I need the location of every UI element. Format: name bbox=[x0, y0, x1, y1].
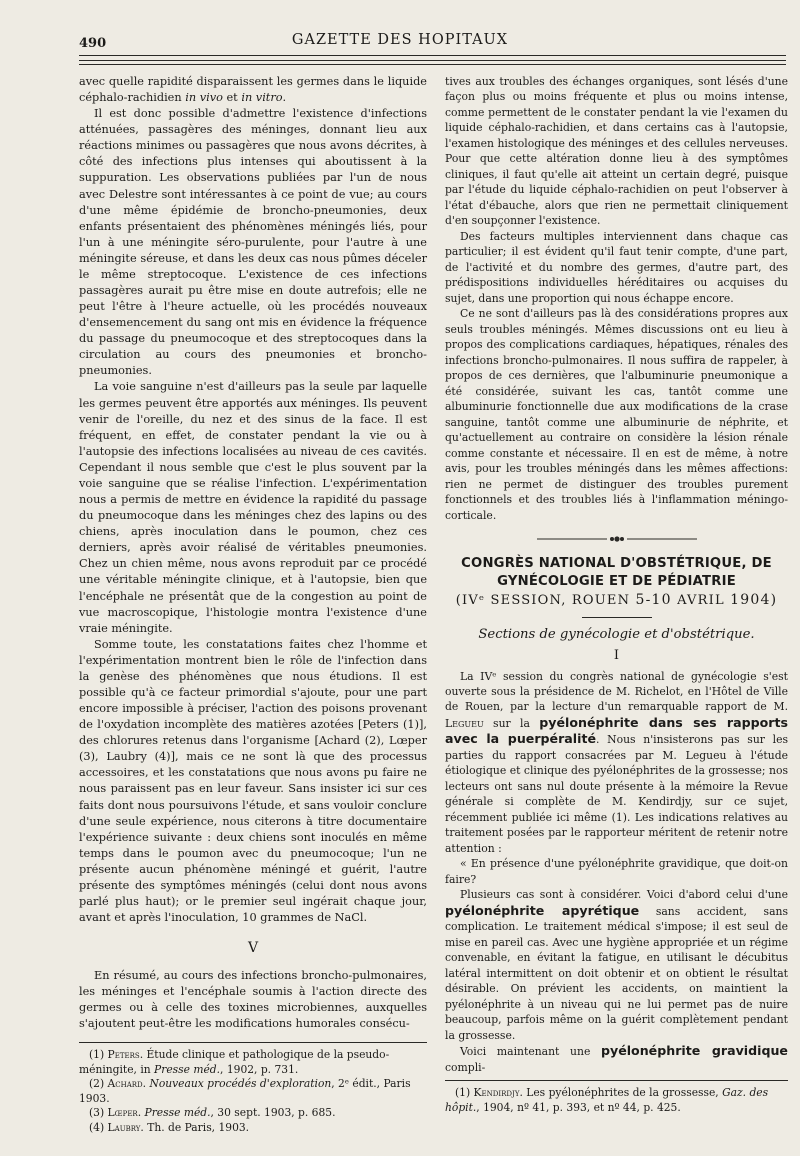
header-rule bbox=[79, 60, 786, 61]
paragraph: La IVᵉ session du congrès national de gynécologie s'est ouverte sous la présidence de M. Richelot, en l'Hôtel de Ville de Rouen, par la lecture d'un remarquable rapport de M. Legueu sur la pyélonéphrite dans ses rapports avec la puerpéralité. Nous n'insisterons pas sur les parties du rapport consacrées par M. Legueu à l'étude étiologique et clinique des pyélonéphrites de la grossesse; nos lecteurs ont sans nul doute présente à la mémoire la Revue générale si complète de M. Kendirdjy, sur ce sujet, récemment publiée ici même (1). Les indications relatives au traitement posées par le rapporteur méritent de retenir notre attention : bbox=[445, 669, 789, 855]
running-title: GAZETTE DES HOPITAUX bbox=[291, 32, 509, 48]
short-rule bbox=[582, 617, 652, 618]
section-number: V bbox=[247, 940, 259, 957]
right-footnotes bbox=[445, 1080, 788, 1115]
paragraph: avec quelle rapidité disparaissent les germes dans le liquide céphalo-rachidien in vivo et in vitro. bbox=[79, 75, 427, 105]
congress-title: CONGRÈS NATIONAL D'OBSTÉTRIQUE, DE GYNÉCOLOGIE ET DE PÉDIATRIE bbox=[461, 556, 772, 590]
footnote: (3) Lœper. Presse méd., 30 sept. 1903, p. 685. bbox=[89, 1106, 336, 1120]
header-rule bbox=[79, 55, 786, 56]
right-column bbox=[445, 74, 788, 1075]
ornament-divider-icon bbox=[532, 533, 702, 545]
sections-title: Sections de gynécologie et d'obstétrique. bbox=[478, 626, 755, 642]
footnote: (4) Laubry. Th. de Paris, 1903. bbox=[89, 1120, 250, 1134]
paragraph: Ce ne sont d'ailleurs pas là des considérations propres aux seuls troubles méningés. Mêmes discussions ont eu lieu à propos des complications cardiaques, hépatiques, rénales des infections broncho-pulmonaires. Il nous suffira de rappeler, à propos de ces dernières, que l'albuminurie pneumonique a été considérée, suivant les cas, tantôt comme une albuminurie fonctionnelle due aux modifications de la crase sanguine, tantôt comme une albuminurie de néphrite, et qu'actuellement au contraire on considère la lésion rénale comme constante et nécessaire. Il en est de même, à notre avis, pour les troubles méningés dans les mêmes affections: rien ne permet de distinguer des troubles purement fonctionnels et des troubles liés à l'inflammation méningo-corticale. bbox=[445, 307, 788, 522]
paragraph: Voici maintenant une pyélonéphrite gravidique compli- bbox=[445, 1043, 788, 1074]
paragraph: Plusieurs cas sont à considérer. Voici d'abord celui d'une pyélonéphrite apyrétique sans accident, sans complication. Le traitement médical s'impose; il est seul de mise en pareil cas. Avec une hygiène appropriée et un régime convenable, en évitant la fatigue, en utilisant le décubitus latéral intermittent on doit obtenir et on obtient le résultat désirable. On prévient les accidents, on maintient la pyélonéphrite à un niveau qui ne lui permet pas de nuire beaucoup, parfois même on la guérit complètement pendant la grossesse. bbox=[445, 888, 789, 1042]
paragraph: Il est donc possible d'admettre l'existence d'infections atténuées, passagères des méninges, donnant lieu aux réactions minimes ou passagères que nous avons décrites, à côté des infections plus intenses qui aboutissent à la suppuration. Les observations publiées par l'un de nous avec Delestre sont intéressantes à ce point de vue; au cours d'une même épidémie de broncho-pneumonies, deux enfants présentaient des phénomènes méningés liés, pour l'un à une méningite séro-purulente, pour l'autre à une méningite séreuse, et dans les deux cas nous pûmes déceler le même streptocoque. L'existence de ces infections passagères aurait pu être mise en doute autrefois; elle ne peut l'être à l'heure actuelle, où les procédés nouveaux d'ensemencement du sang ont mis en évidence la fréquence du passage du pneumocoque et des streptocoques dans la circulation au cours des pneumonies et broncho-pneumonies. bbox=[79, 107, 427, 378]
header-rule bbox=[79, 64, 786, 65]
paragraph: tives aux troubles des échanges organiques, sont lésés d'une façon plus ou moins fréquente et plus ou moins intense, comme permettent de le constater pendant la vie l'examen du liquide céphalo-rachidien, et dans certains cas à l'autopsie, l'examen histologique des méninges et des cellules nerveuses. Pour que cette altération donne lieu à des symptômes cliniques, il faut qu'elle ait atteint un certain degré, puisque par l'étude du liquide céphalo-rachidien on peut l'observer à l'état d'ébauche, alors que rien ne permettait cliniquement d'en soupçonner l'existence. bbox=[445, 75, 788, 228]
congress-subtitle: (IVᵉ SESSION, ROUEN 5-10 AVRIL 1904) bbox=[455, 592, 778, 609]
paragraph: « En présence d'une pyélonéphrite gravidique, que doit-on faire? bbox=[445, 857, 788, 886]
paragraph: La voie sanguine n'est d'ailleurs pas la seule par laquelle les germes peuvent être apportés aux méninges. Ils peuvent venir de l'oreille, du nez et des sinus de la face. Il est fréquent, en effet, de constater pendant la vie ou à l'autopsie des infections localisées au niveau de ces cavités. Cependant il nous semble que c'est le plus souvent par la voie sanguine que se réalise l'infection. L'expérimentation nous a permis de mettre en évidence la rapidité du passage du pneumocoque dans les méninges chez des lapins ou des chiens, après inoculation dans le poumon, chez ces derniers, après avoir réalisé de véritables pneumonies. Chez un chien même, nous avons reproduit par ce procédé une véritable méningite clinique, et à l'autopsie, bien que l'encéphale ne présentât que de la congestion au point de vue macroscopique, l'histologie montra l'existence d'une vraie méningite. bbox=[79, 380, 427, 635]
footnote: (1) Peters. Étude clinique et pathologique de la pseudo-méningite, in Presse méd., 1902, p. 731. bbox=[79, 1048, 390, 1076]
page-number: 490 bbox=[79, 36, 107, 51]
paragraph: Des facteurs multiples interviennent dans chaque cas particulier; il est évident qu'il faut tenir compte, d'une part, de l'activité et du nombre des germes, d'autre part, des prédispositions individuelles héréditaires ou acquises du sujet, dans une proportion qui nous échappe encore. bbox=[445, 229, 788, 305]
footnote: (1) Kendirdjy. Les pyélonéphrites de la grossesse, Gaz. des hôpit., 1904, nº 41, p. 393, et nº 44, p. 425. bbox=[445, 1086, 769, 1114]
paragraph: En résumé, au cours des infections broncho-pulmonaires, les méninges et l'encéphale soumis à l'action directe des germes ou à celle des toxines microbiennes, auxquelles s'ajoutent peut-être les modifications humorales consécu- bbox=[79, 969, 427, 1031]
section-number: I bbox=[613, 648, 620, 664]
paragraph: Somme toute, les constatations faites chez l'homme et l'expérimentation montrent bien le rôle de l'infection dans la genèse des phénomènes que nous étudions. Il est possible qu'à ce facteur primordial s'ajoute, pour une part encore impossible à préciser, l'action des poisons provenant de l'oxydation incomplète des matières azotées [Peters (1)], des chlorures retenus dans l'organisme [Achard (2), Lœper (3), Laubry (4)], mais ce ne sont là que des processus accessoires, et les constatations que nous avons pu faire ne nous paraissent pas en leur faveur. Sans insister ici sur ces faits dont nous poursuivons l'étude, et sans vouloir conclure d'une seule expérience, nous citerons à titre documentaire l'expérience suivante : deux chiens sont inoculés en même temps dans le poumon avec du pneumocoque; l'un ne présente aucun phénomène méningé et guérit, l'autre présente des symptômes méningés (celui dont nous avons parlé plus haut); or le premier seul ingérait chaque jour, avant et après l'inoculation, 10 grammes de NaCl. bbox=[79, 637, 427, 925]
left-column bbox=[79, 74, 427, 1033]
left-footnotes bbox=[79, 1042, 427, 1136]
footnote: (2) Achard. Nouveaux procédés d'exploration, 2ᵉ édit., Paris 1903. bbox=[79, 1077, 411, 1105]
